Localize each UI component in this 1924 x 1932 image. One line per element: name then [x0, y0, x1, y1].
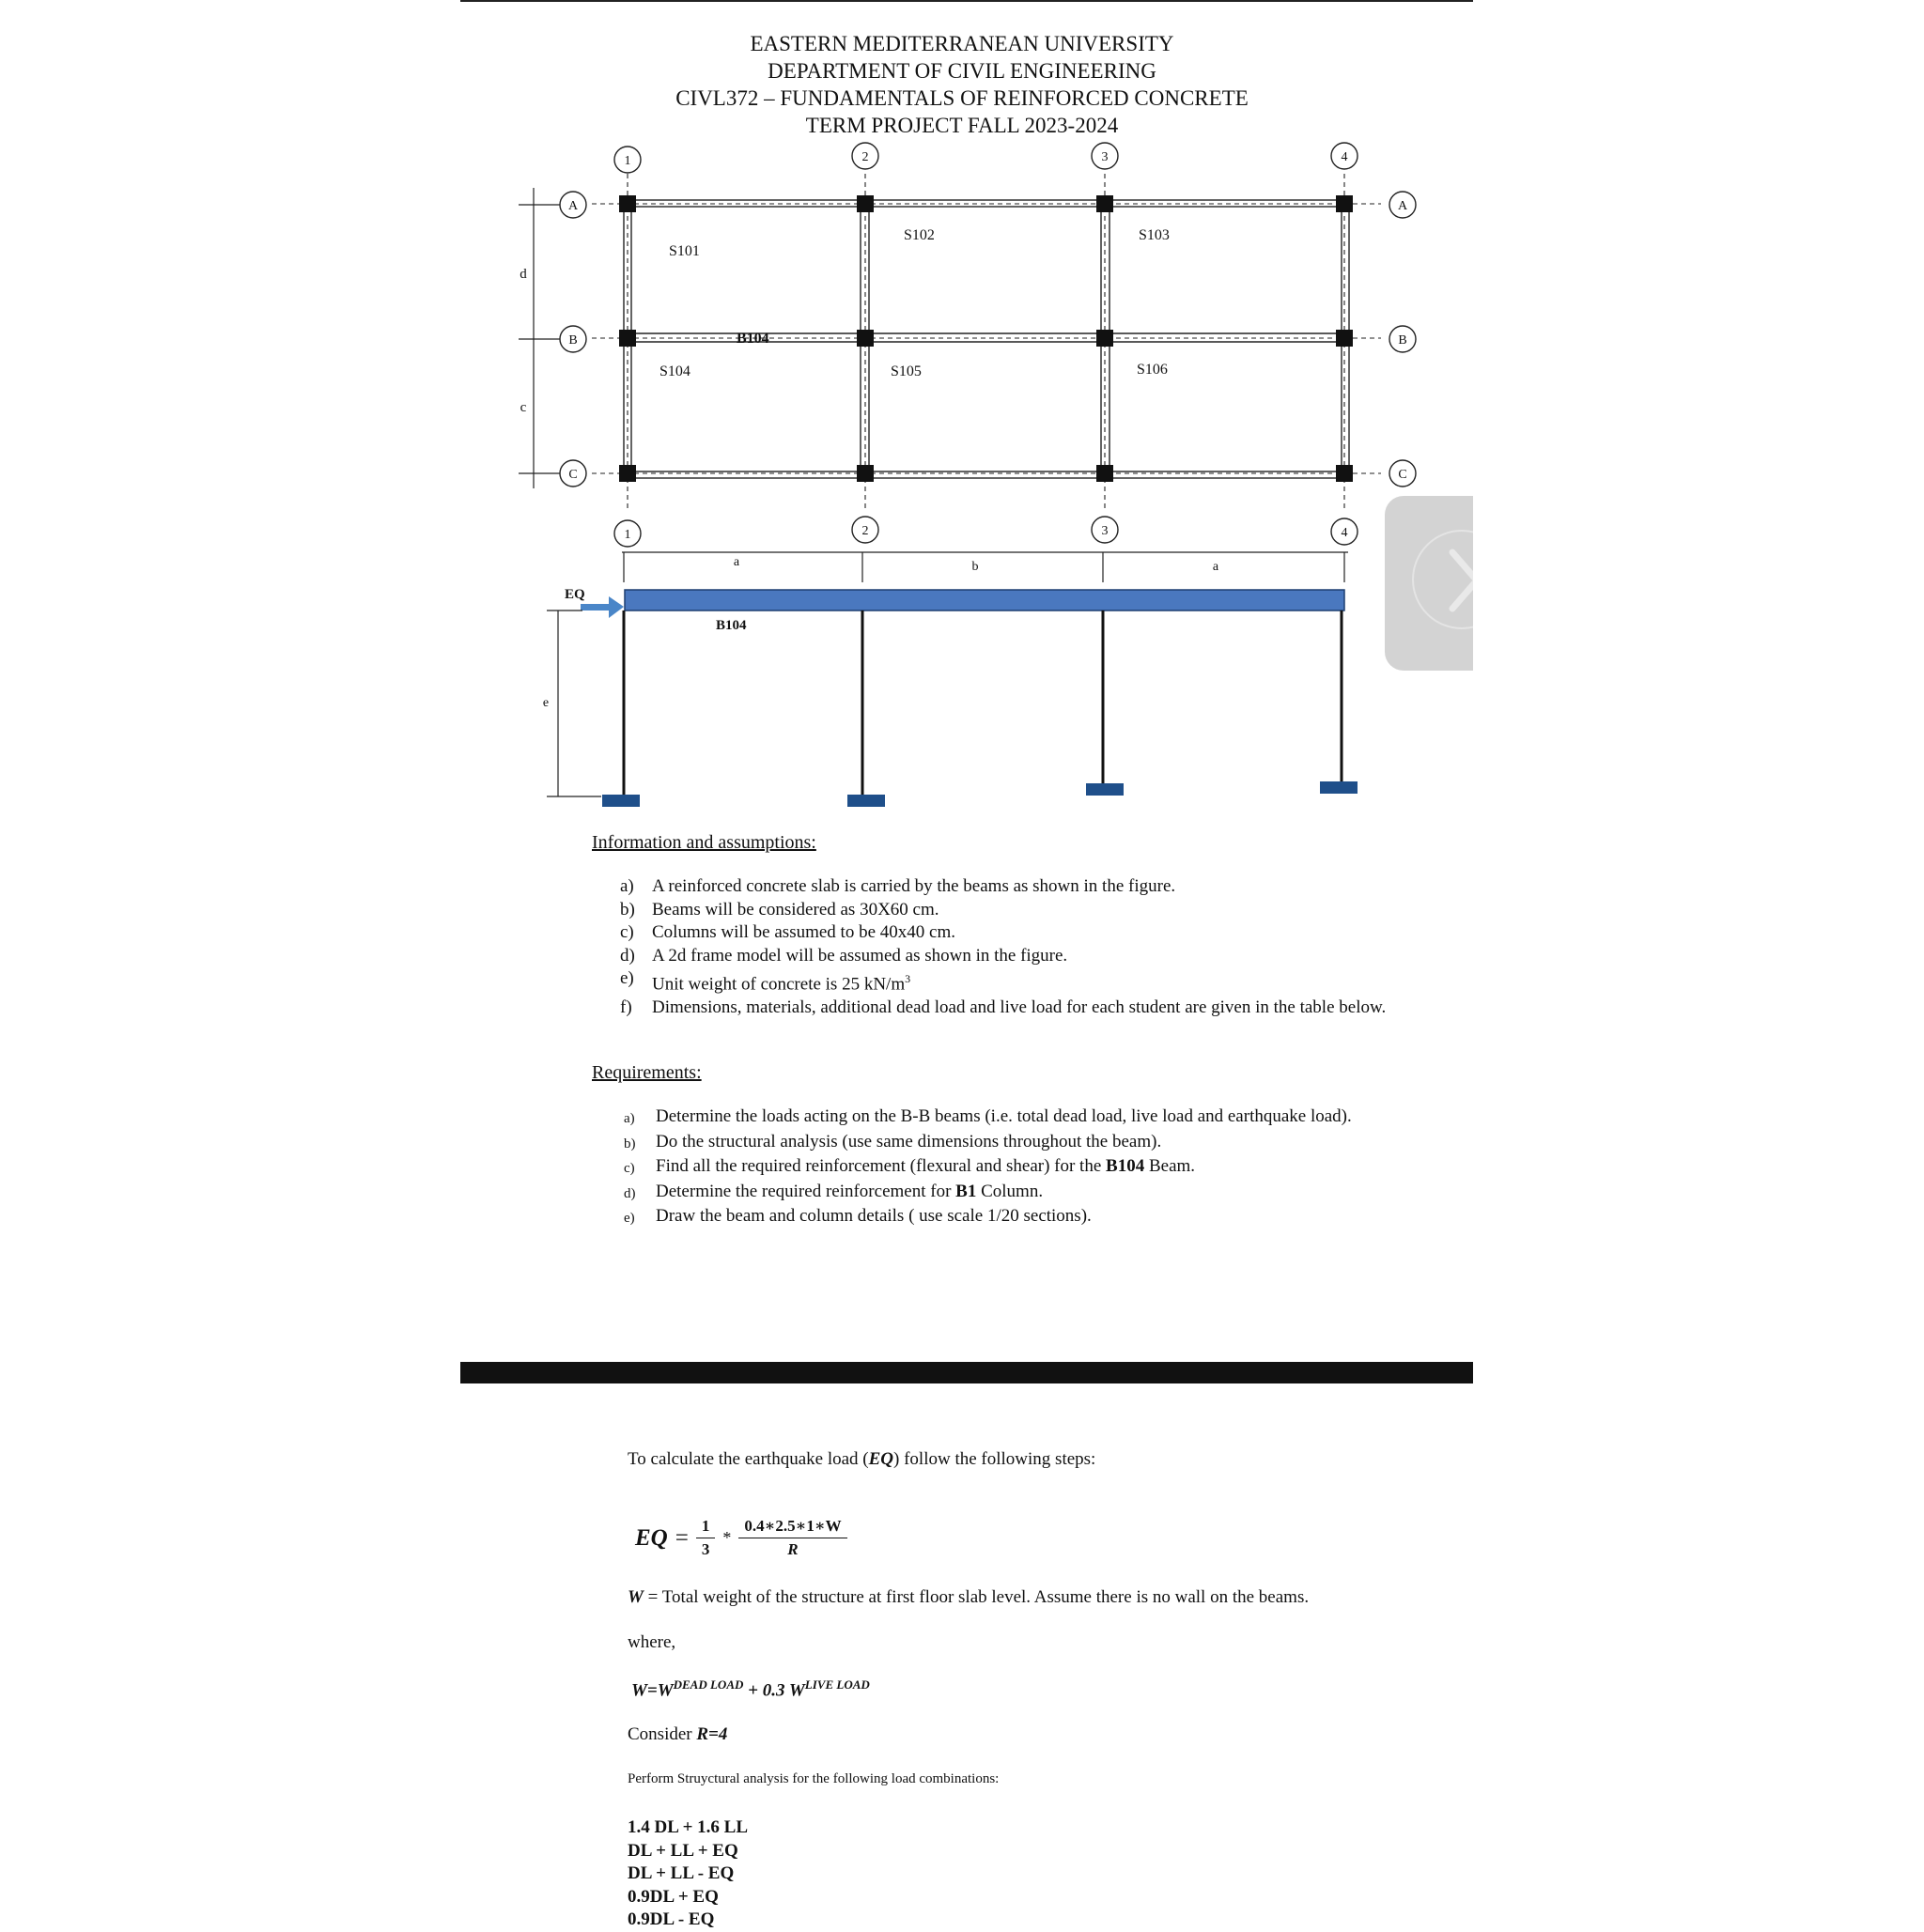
support-4	[1320, 781, 1358, 794]
info-item: c) Columns will be assumed to be 40x40 cm.	[620, 922, 955, 942]
dim-a-right: a	[1212, 560, 1219, 574]
slab-s101: S101	[669, 243, 700, 259]
grid-c-right: C	[1398, 468, 1407, 482]
load-combo: 0.9DL - EQ	[628, 1909, 715, 1929]
info-heading: Information and assumptions:	[592, 832, 816, 853]
grid-3-bottom: 3	[1101, 524, 1109, 538]
course-title: CIVL372 – FUNDAMENTALS OF REINFORCED CONCRETE	[675, 86, 1249, 110]
project-title: TERM PROJECT FALL 2023-2024	[805, 114, 1119, 137]
info-item: b) Beams will be considered as 30X60 cm.	[620, 899, 939, 920]
grid-2-bottom: 2	[861, 524, 869, 538]
chevron-right-icon	[1385, 496, 1473, 671]
consider-r: Consider R=4	[628, 1724, 728, 1744]
slab-s104: S104	[659, 363, 690, 379]
department-name: DEPARTMENT OF CIVIL ENGINEERING	[768, 59, 1156, 83]
load-combo: 1.4 DL + 1.6 LL	[628, 1817, 749, 1837]
grid-1-top: 1	[624, 154, 631, 168]
grid-c-left: C	[568, 468, 578, 482]
frame-elevation	[543, 587, 1358, 807]
university-name: EASTERN MEDITERRANEAN UNIVERSITY	[750, 32, 1174, 55]
grid-a-right: A	[1397, 199, 1408, 213]
combos-intro: Perform Struyctural analysis for the following load combinations:	[628, 1771, 1000, 1786]
next-page-button[interactable]	[1385, 496, 1473, 671]
requirement-item: e) Draw the beam and column details ( use scale 1/20 sections).	[624, 1206, 1092, 1226]
frame-beam	[625, 590, 1344, 611]
dim-d: d	[520, 267, 527, 282]
requirement-item: b) Do the structural analysis (use same dimensions throughout the beam).	[624, 1131, 1162, 1151]
info-item: d) A 2d frame model will be assumed as shown in the figure.	[620, 945, 1068, 966]
eq-label: EQ	[565, 587, 585, 602]
where-text: where,	[628, 1632, 676, 1652]
structural-drawing	[0, 0, 1924, 827]
grid-3-top: 3	[1101, 150, 1109, 164]
frame-beam-label: B104	[716, 618, 747, 633]
eq-formula: EQ = $\frac{1}{3}$ * $\frac{0.4∗2.5∗1∗W}{R}$	[635, 1517, 847, 1559]
slab-s103: S103	[1139, 227, 1170, 243]
requirements-list	[624, 1105, 1417, 1230]
eq-intro: To calculate the earthquake load (EQ) follow the following steps:	[628, 1449, 1096, 1469]
grid-a-left: A	[567, 199, 579, 213]
eq-arrow	[581, 596, 624, 618]
dim-e: e	[542, 696, 550, 710]
support-2	[847, 795, 885, 807]
dim-c: c	[520, 400, 527, 415]
grid-1-bottom: 1	[624, 528, 631, 542]
info-item: e) Unit weight of concrete is 25 $kN/m^3$	[620, 968, 911, 995]
w-definition: W = Total weight of the structure at first floor slab level. Assume there is no wall on the beams.	[628, 1587, 1310, 1607]
grid-4-top: 4	[1341, 150, 1348, 164]
load-combo: DL + LL - EQ	[628, 1863, 735, 1883]
dim-a-left: a	[733, 555, 740, 569]
plan-beam-b104: B104	[737, 331, 769, 347]
load-combo: 0.9DL + EQ	[628, 1886, 719, 1907]
floor-plan	[519, 143, 1416, 582]
requirement-item: c) Find all the required reinforcement (flexural and shear) for the B104 Beam.	[624, 1156, 1196, 1176]
info-item: f) Dimensions, materials, additional dead load and live load for each student are given in the table below.	[620, 997, 1387, 1017]
support-1	[602, 795, 640, 807]
info-item: a) A reinforced concrete slab is carried by the beams as shown in the figure.	[620, 876, 1176, 896]
w-equation: $W=W^{DEAD LOAD} + 0.3$ $W^{LIVE LOAD}$	[631, 1677, 870, 1701]
grid-b-right: B	[1398, 333, 1407, 348]
grid-2-top: 2	[861, 150, 869, 164]
page-separator	[460, 1362, 1473, 1383]
grid-4-bottom: 4	[1341, 526, 1348, 540]
info-list	[620, 875, 1404, 1019]
requirements-heading: Requirements:	[592, 1062, 702, 1083]
slab-s102: S102	[904, 227, 935, 243]
slab-s106: S106	[1137, 362, 1168, 378]
support-3	[1086, 783, 1124, 796]
load-combo: DL + LL + EQ	[628, 1840, 738, 1861]
dim-b: b	[971, 560, 979, 574]
grid-b-left: B	[568, 333, 578, 348]
requirement-item: d) Determine the required reinforcement for B1 Column.	[624, 1181, 1044, 1201]
slab-s105: S105	[891, 363, 922, 379]
requirement-item: a) Determine the loads acting on the B-B beams (i.e. total dead load, live load and earthquake load).	[624, 1106, 1352, 1126]
load-combinations	[628, 1816, 748, 1932]
